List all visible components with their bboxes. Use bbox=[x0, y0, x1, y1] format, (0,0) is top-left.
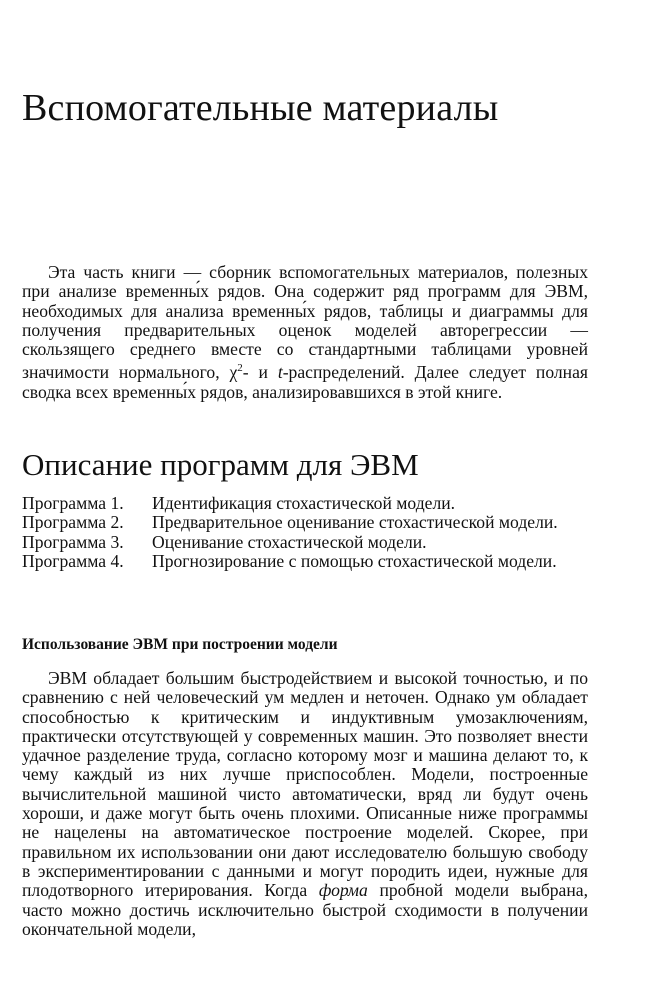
computer-use-paragraph bbox=[22, 669, 588, 939]
program-item bbox=[22, 513, 588, 532]
intro-text-end: -распределений. Далее следует полная сводка всех временны́х рядов, анализировавшихся в этой книге. bbox=[22, 362, 588, 402]
program-title: Предварительное оценивание стохастической модели. bbox=[152, 512, 558, 533]
programs-section-title: Описание программ для ЭВМ bbox=[22, 447, 419, 482]
intro-text: Эта часть книги — сборник вспомогательных материалов, полезных при анализе временны́х рядов. Она содержит ряд программ для ЭВМ, необходимых для анализа временны́х рядов, таблицы и диаграммы для получения предварительных оценок моделей авторегрессии — скользящего среднего вместе со стандартными таблицами уровней значимости нормального, bbox=[22, 262, 588, 383]
program-item bbox=[22, 494, 588, 513]
program-item bbox=[22, 552, 588, 571]
program-number: Программа 1. bbox=[22, 493, 124, 513]
program-number: Программа 3. bbox=[22, 531, 124, 552]
intro-text-after-chi: - и bbox=[242, 362, 278, 383]
computer-use-subsection-title: Использование ЭВМ при построении модели bbox=[22, 636, 338, 653]
program-number: Программа 4. bbox=[22, 550, 124, 571]
program-item bbox=[22, 533, 588, 552]
t-symbol: t bbox=[277, 362, 283, 383]
italic-word: форма bbox=[318, 880, 368, 901]
program-title: Прогнозирование с помощью стохастической модели. bbox=[152, 550, 557, 571]
chi-superscript: 2 bbox=[237, 362, 243, 375]
chapter-title: Вспомогательные материалы bbox=[22, 87, 499, 129]
program-title: Оценивание стохастической модели. bbox=[152, 531, 427, 552]
program-title: Идентификация стохастической модели. bbox=[152, 493, 456, 513]
paragraph-text: ЭВМ обладает большим быстродействием и высокой точностью, и по сравнению с ней человеческий ум медлен и неточен. Однако ум обладает способностью к критическим и индуктивным умозаключениям, практически отсутствующей у современных машин. Это позволяет внести удачное разделение труда, согласно которому мозг и машина делают то, к чему каждый из них лучше приспособлен. Модели, построенные вычислительной машиной чисто автоматически, вряд ли будут очень хороши, и даже могут быть очень плохими. Описанные ниже программы не нацелены на автоматическое построение моделей. Скорее, при правильном их использовании они дают исследователю большую свободу в экспериментировании с данными и могут породить идеи, нужные для плодотворного итерирования. Когда bbox=[22, 668, 588, 901]
program-list bbox=[22, 494, 588, 571]
intro-paragraph bbox=[22, 263, 588, 402]
chi-symbol: χ bbox=[229, 362, 238, 383]
program-number: Программа 2. bbox=[22, 512, 124, 533]
paragraph-text-end: пробной модели выбрана, часто можно достичь исключительно быстрой сходимости в получении окончательной модели, bbox=[22, 880, 588, 939]
